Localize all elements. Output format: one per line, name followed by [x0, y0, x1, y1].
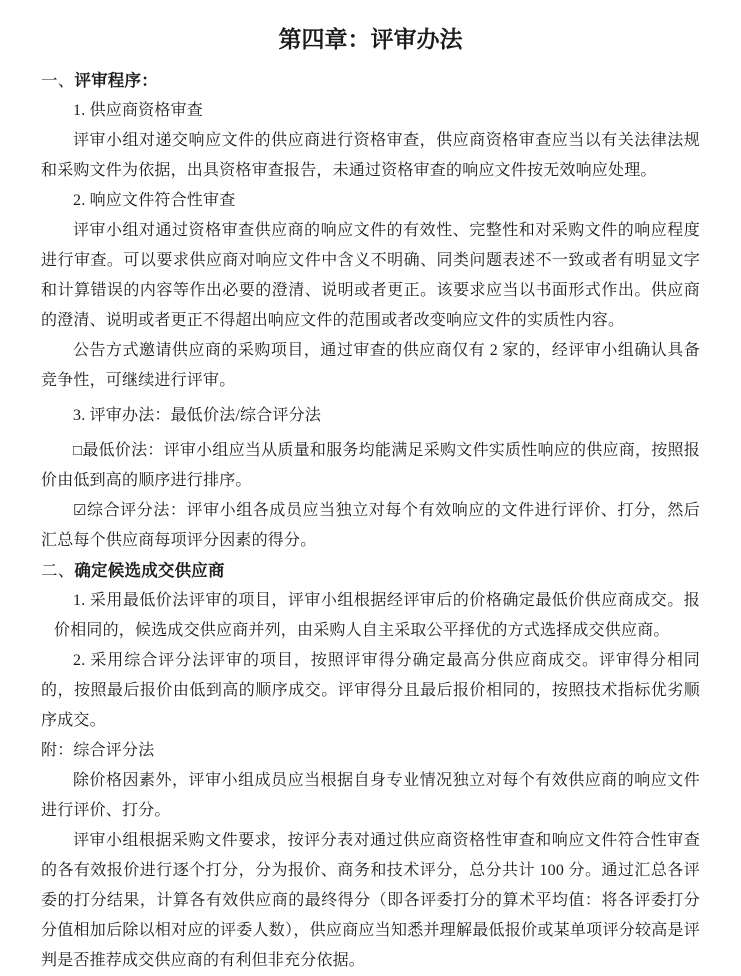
section-heading-label: 评审程序： — [74, 71, 158, 90]
paragraph-two-suppliers-competitive: 公告方式邀请供应商的采购项目，通过审查的供应商仅有 2 家的，经评审小组确认具备竞争性，可继续进行评审。 — [41, 342, 700, 389]
list-item-response-conformity-review: 2. 响应文件符合性审查 — [73, 192, 236, 209]
paragraph-independent-scoring: 除价格因素外，评审小组成员应当根据自身专业情况独立对每个有效供应商的响应文件进行评价、打分。 — [41, 772, 700, 819]
checkbox-unchecked-icon: □ — [73, 443, 83, 459]
lowest-price-method-text: 最低价法：评审小组应当从质量和服务均能满足采购文件实质性响应的供应商，按照报价由低到高的顺序进行排序。 — [41, 442, 700, 489]
paragraph-comprehensive-score-award: 2. 采用综合评分法评审的项目，按照评审得分确定最高分供应商成交。评审得分相同的，按照最后报价由低到高的顺序成交。评审得分且最后报价相同的，按照技术指标优劣顺序成交。 — [41, 652, 700, 729]
checkbox-checked-icon: ☑ — [73, 503, 87, 519]
list-item-evaluation-methods: 3. 评审办法：最低价法/综合评分法 — [73, 407, 322, 424]
section-heading-review-procedure — [41, 66, 700, 96]
section-marker: 一、 — [41, 71, 75, 90]
section-heading-determine-candidate-suppliers — [41, 556, 700, 586]
appendix-heading: 附：综合评分法 — [41, 742, 155, 759]
page-title: 第四章：评审办法 — [278, 27, 463, 52]
section-marker: 二、 — [41, 561, 75, 580]
paragraph-comprehensive-scoring-method — [41, 496, 700, 556]
comprehensive-scoring-method-text: 综合评分法：评审小组各成员应当独立对每个有效响应的文件进行评价、打分，然后汇总每个供应商每项评分因素的得分。 — [41, 502, 700, 549]
paragraph-lowest-price-award: 1. 采用最低价法评审的项目，评审小组根据经评审后的价格确定最低价供应商成交。报价相同的，候选成交供应商并列，由采购人自主采取公平择优的方式选择成交供应商。 — [54, 592, 700, 639]
paragraph-scoring-details: 评审小组根据采购文件要求，按评分表对通过供应商资格性审查和响应文件符合性审查的各有效报价进行逐个打分，分为报价、商务和技术评分，总分共计 100 分。通过汇总各评委的打分结果，计算各有效供应商的最终得分（即各评委打分的算术平均值：将各评委打分分值相加后除以相对应的评委人数），供应商应当知悉并理解最低报价或某单项评分较高是评判是否推荐成交供应商的有利但非充分依据。 — [41, 832, 700, 969]
paragraph-conformity-review: 评审小组对通过资格审查供应商的响应文件的有效性、完整性和对采购文件的响应程度进行审查。可以要求供应商对响应文件中含义不明确、同类问题表述不一致或者有明显文字和计算错误的内容等作出必要的澄清、说明或者更正。该要求应当以书面形式作出。供应商的澄清、说明或者更正不得超出响应文件的范围或者改变响应文件的实质性内容。 — [41, 222, 700, 329]
section-heading-label: 确定候选成交供应商 — [74, 561, 225, 580]
paragraph-lowest-price-method — [41, 436, 700, 496]
paragraph-qualification-review: 评审小组对递交响应文件的供应商进行资格审查，供应商资格审查应当以有关法律法规和采购文件为依据，出具资格审查报告，未通过资格审查的响应文件按无效响应处理。 — [41, 132, 700, 179]
list-item-supplier-qualification-review: 1. 供应商资格审查 — [73, 102, 204, 119]
